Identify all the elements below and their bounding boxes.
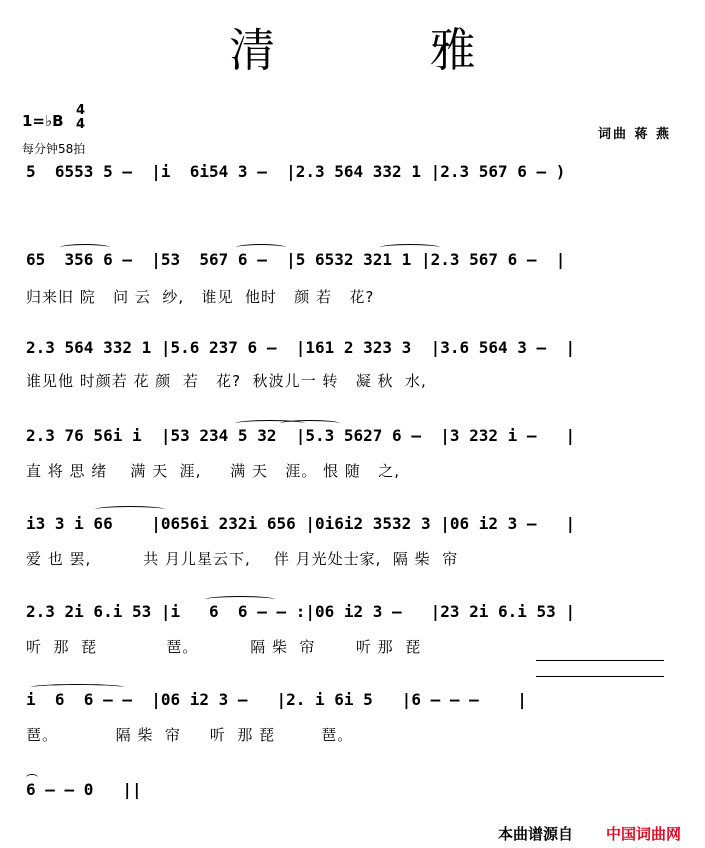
lyrics-line: 听 那 琵 琶。 隔 柴 帘 听 那 琵 (26, 638, 422, 656)
lyrics-line: 直 将 思 绪 满 天 涯, 满 天 涯。 恨 随 之, (26, 462, 400, 480)
score-row-3 (0, 338, 705, 390)
notes-line: 2.3 2i 6.i 53 |i 6 6 – – :|06 i2 3 – |23 2i 6.i 53 | (26, 602, 576, 621)
score-row-8 (0, 780, 705, 820)
lyrics-line: 琶。 隔 柴 帘 听 那 琵 琶。 (26, 726, 354, 744)
slur-mark (26, 774, 38, 781)
score-row-7 (0, 690, 705, 744)
slur-mark (30, 684, 125, 691)
notes-line: 65 356 6 – |53 567 6 – |5 6532 321 1 |2.3 567 6 – | (26, 250, 566, 269)
notes-line: 2.3 76 56i i |53 234 5 32 |5.3 5627 6 – |3 232 i – | (26, 426, 576, 445)
crescendo-line (536, 676, 664, 677)
time-signature (76, 104, 85, 132)
composer-credit: 词曲 蒋 燕 (598, 127, 672, 142)
meter-bottom: 4 (76, 117, 86, 132)
score-row-5 (0, 514, 705, 568)
slur-mark (95, 506, 165, 513)
crescendo-line (536, 660, 664, 661)
song-title: 清 雅 (229, 23, 546, 77)
meter-top: 4 (76, 103, 86, 118)
slur-mark (280, 420, 340, 427)
notes-line: 5 6553 5 – |i 6i54 3 – |2.3 564 332 1 |2.3 567 6 – ) (26, 162, 566, 181)
source-label: 本曲谱源自 (498, 825, 574, 843)
lyrics-line: 谁见他 时颜若 花 颜 若 花? 秋波儿一 转 凝 秋 水, (26, 372, 427, 390)
key-signature: 1=♭B (22, 112, 64, 130)
slur-mark (380, 244, 440, 251)
slur-mark (236, 244, 286, 251)
notes-line: i 6 6 – – |06 i2 3 – |2. i 6i 5 |6 – – – | (26, 690, 527, 709)
score-row-1 (0, 162, 705, 202)
lyrics-line: 爱 也 罢, 共 月儿星云下, 伴 月光处士家, 隔 柴 帘 (26, 550, 459, 568)
slur-mark (205, 596, 275, 603)
notes-line: 2.3 564 332 1 |5.6 237 6 – |161 2 323 3 |3.6 564 3 – | (26, 338, 576, 357)
lyrics-line: 归来旧 院 问 云 纱, 谁见 他时 颜 若 花? (26, 288, 375, 306)
slur-mark (60, 244, 110, 251)
score-row-4 (0, 426, 705, 480)
source-site-link[interactable]: 中国词曲网 (606, 825, 682, 843)
notes-line: 6 – – 0 || (26, 780, 142, 799)
score-row-2 (0, 250, 705, 306)
notes-line: i3 3 i 66 |0656i 232i 656 |0i6i2 3532 3 |06 i2 3 – | (26, 514, 576, 533)
score-row-6 (0, 602, 705, 656)
tempo-marking: 每分钟58拍 (22, 142, 86, 156)
